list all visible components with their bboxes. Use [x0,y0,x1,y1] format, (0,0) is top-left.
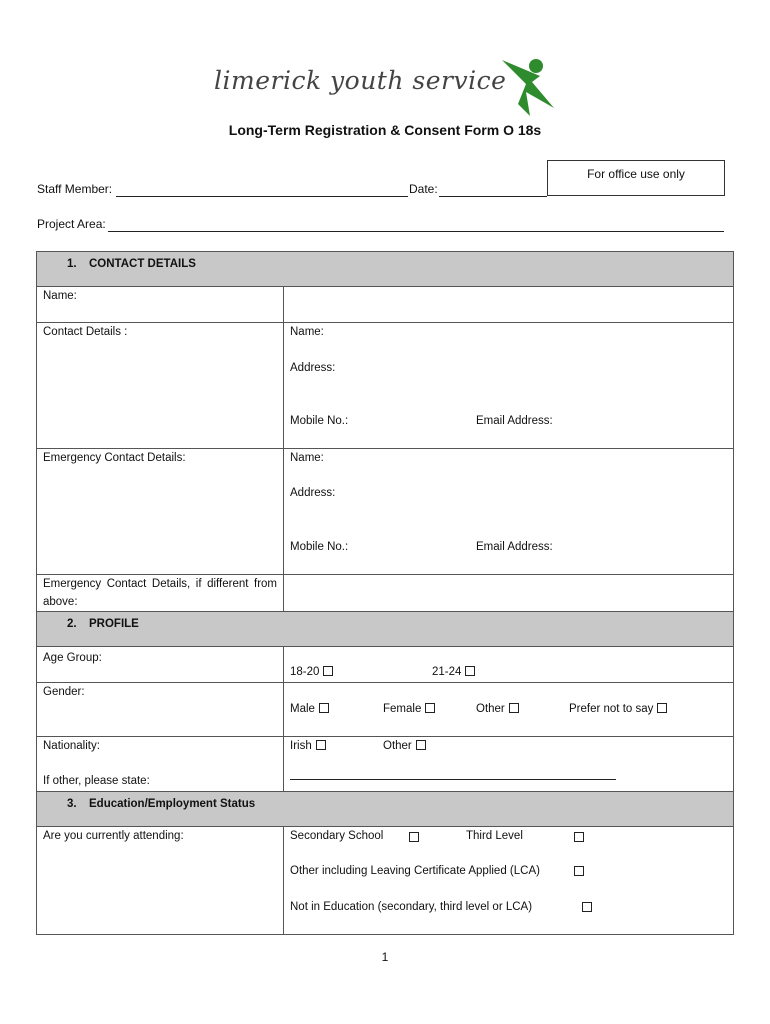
table-row [37,647,734,683]
checkbox[interactable] [509,703,519,713]
table-row [37,575,734,612]
staff-member-label: Staff Member: [37,182,113,196]
section-number: 3. [67,798,77,810]
table-row [37,323,734,449]
checkbox-secondary[interactable] [409,832,419,842]
emergency-contact-label: Emergency Contact Details: [43,452,186,464]
education-other-lca-label: Other including Leaving Certificate Applied (LCA) [290,865,540,877]
cd-mobile-label: Mobile No.: [290,415,349,427]
section-title: CONTACT DETAILS [89,258,196,270]
em-email-label: Email Address: [476,541,553,553]
em-mobile-label: Mobile No.: [290,541,349,553]
if-other-label: If other, please state: [43,775,150,787]
nationality-label: Nationality: [43,740,100,752]
date-label: Date: [409,182,438,196]
cd-address-label: Address: [290,362,336,374]
cd-email-label: Email Address: [476,415,553,427]
checkbox-not-in-education[interactable] [582,902,592,912]
staff-member-field[interactable] [116,196,408,197]
checkbox[interactable] [425,703,435,713]
em-address-label: Address: [290,487,336,499]
checkbox[interactable] [416,740,426,750]
section-title: Education/Employment Status [89,798,256,810]
checkbox[interactable] [316,740,326,750]
logo-text: limerick youth service [214,66,507,95]
project-area-label: Project Area: [37,217,106,231]
table-row [37,827,734,935]
registration-table [36,251,734,935]
checkbox-third-level[interactable] [574,832,584,842]
nationality-option-irish[interactable]: Irish [290,737,326,755]
age-option-18-20[interactable]: 18-20 [290,663,333,681]
section-header-education [37,792,734,827]
gender-option-female[interactable]: Female [383,700,435,718]
page-number: 1 [381,950,389,964]
emergency-contact-cell[interactable] [284,449,734,575]
date-field[interactable] [439,196,547,197]
age-option-21-24[interactable]: 21-24 [432,663,475,681]
gender-option-male[interactable]: Male [290,700,329,718]
education-third-level-label: Third Level [466,830,523,842]
checkbox[interactable] [657,703,667,713]
checkbox[interactable] [323,666,333,676]
name-input-cell[interactable] [284,287,734,323]
section-number: 1. [67,258,77,270]
leaping-person-logo-icon [496,54,556,118]
table-row [37,683,734,737]
checkbox[interactable] [465,666,475,676]
gender-option-other[interactable]: Other [476,700,519,718]
emergency-different-cell[interactable] [284,575,734,612]
cd-name-label: Name: [290,326,324,338]
section-number: 2. [67,618,77,630]
contact-details-cell[interactable] [284,323,734,449]
nationality-other-field[interactable] [290,779,616,780]
education-secondary-label: Secondary School [290,830,384,842]
gender-option-prefer-not[interactable]: Prefer not to say [569,700,667,718]
attending-label: Are you currently attending: [43,830,184,842]
section-header-profile [37,612,734,647]
name-label: Name: [43,290,77,302]
emergency-different-label: Emergency Contact Details, if different from above: [43,578,277,608]
contact-details-label: Contact Details : [43,326,128,338]
section-header-contact [37,252,734,287]
education-not-in-label: Not in Education (secondary, third level or LCA) [290,901,533,913]
em-name-label: Name: [290,452,324,464]
gender-label: Gender: [43,686,85,698]
section-title: PROFILE [89,618,139,630]
checkbox-other-lca[interactable] [574,866,584,876]
organisation-logo [214,54,554,118]
project-area-field[interactable] [108,231,724,232]
table-row [37,737,734,792]
office-use-box: For office use only [547,160,725,196]
form-title: Long-Term Registration & Consent Form O 18s [228,122,542,138]
age-group-label: Age Group: [43,652,102,664]
table-row [37,449,734,575]
table-row [37,287,734,323]
nationality-option-other[interactable]: Other [383,737,426,755]
checkbox[interactable] [319,703,329,713]
